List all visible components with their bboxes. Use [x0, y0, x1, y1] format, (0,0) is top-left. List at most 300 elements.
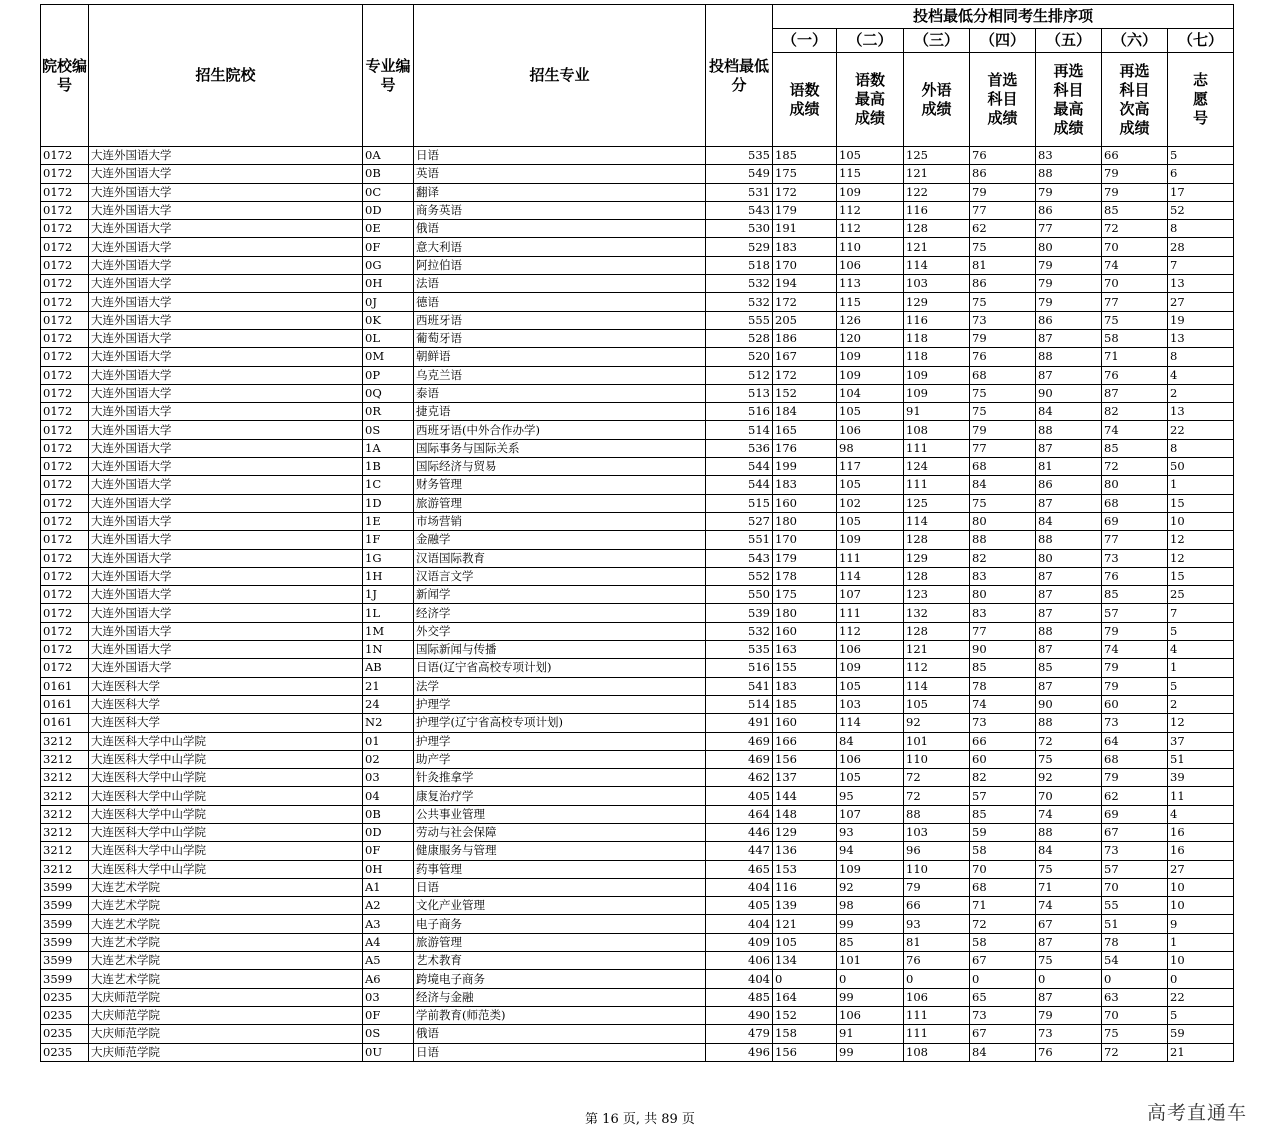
cell-chinese-math-score: 152: [773, 384, 837, 402]
cell-chinese-math-score: 121: [773, 915, 837, 933]
cell-min-score: 513: [706, 384, 773, 402]
cell-preference-number: 50: [1168, 458, 1234, 476]
cell-chinese-math-score: 180: [773, 512, 837, 530]
cell-major-name: 国际事务与国际关系: [414, 439, 706, 457]
cell-chinese-math-max: 107: [837, 805, 904, 823]
cell-foreign-language-score: 129: [904, 549, 970, 567]
header-tiebreak-item: 语数最高成绩: [837, 53, 904, 147]
table-row: [41, 421, 1234, 439]
cell-min-score: 404: [706, 970, 773, 988]
cell-major-name: 旅游管理: [414, 933, 706, 951]
cell-major-name: 西班牙语: [414, 311, 706, 329]
cell-chinese-math-max: 91: [837, 1025, 904, 1043]
cell-first-subject-score: 74: [970, 695, 1036, 713]
cell-reselect-second-score: 54: [1102, 952, 1168, 970]
cell-first-subject-score: 75: [970, 293, 1036, 311]
cell-preference-number: 16: [1168, 823, 1234, 841]
cell-first-subject-score: 78: [970, 677, 1036, 695]
cell-chinese-math-score: 167: [773, 348, 837, 366]
cell-foreign-language-score: 91: [904, 403, 970, 421]
cell-major-code: 1L: [363, 604, 414, 622]
cell-major-name: 文化产业管理: [414, 897, 706, 915]
cell-preference-number: 15: [1168, 494, 1234, 512]
cell-chinese-math-max: 117: [837, 458, 904, 476]
cell-major-name: 法学: [414, 677, 706, 695]
cell-major-code: 03: [363, 988, 414, 1006]
cell-major-name: 汉语言文学: [414, 567, 706, 585]
cell-first-subject-score: 81: [970, 256, 1036, 274]
cell-major-code: 0B: [363, 165, 414, 183]
cell-reselect-max-score: 83: [1036, 147, 1102, 165]
cell-major-code: 0F: [363, 238, 414, 256]
cell-reselect-second-score: 70: [1102, 878, 1168, 896]
cell-major-name: 经济与金融: [414, 988, 706, 1006]
cell-preference-number: 4: [1168, 641, 1234, 659]
cell-school-code: 3212: [41, 842, 89, 860]
cell-school-code: 0172: [41, 403, 89, 421]
cell-major-name: 护理学: [414, 695, 706, 713]
cell-min-score: 404: [706, 915, 773, 933]
table-row: [41, 147, 1234, 165]
cell-first-subject-score: 76: [970, 147, 1036, 165]
cell-school-name: 大连医科大学中山学院: [89, 787, 363, 805]
cell-major-code: 0Q: [363, 384, 414, 402]
table-row: [41, 1043, 1234, 1061]
cell-major-code: 1D: [363, 494, 414, 512]
cell-min-score: 544: [706, 476, 773, 494]
cell-first-subject-score: 75: [970, 403, 1036, 421]
cell-foreign-language-score: 108: [904, 1043, 970, 1061]
cell-major-code: 0B: [363, 805, 414, 823]
cell-reselect-max-score: 84: [1036, 403, 1102, 421]
cell-major-name: 德语: [414, 293, 706, 311]
cell-first-subject-score: 58: [970, 842, 1036, 860]
cell-reselect-second-score: 79: [1102, 659, 1168, 677]
cell-major-code: A4: [363, 933, 414, 951]
cell-foreign-language-score: 121: [904, 641, 970, 659]
cell-preference-number: 12: [1168, 531, 1234, 549]
cell-school-name: 大连外国语大学: [89, 201, 363, 219]
cell-school-name: 大连外国语大学: [89, 403, 363, 421]
cell-reselect-max-score: 87: [1036, 933, 1102, 951]
cell-school-name: 大连外国语大学: [89, 311, 363, 329]
cell-foreign-language-score: 122: [904, 183, 970, 201]
cell-first-subject-score: 77: [970, 622, 1036, 640]
cell-school-name: 大连外国语大学: [89, 439, 363, 457]
table-row: [41, 952, 1234, 970]
cell-foreign-language-score: 111: [904, 1025, 970, 1043]
cell-major-name: 国际新闻与传播: [414, 641, 706, 659]
header-major-code: 专业编号: [363, 5, 414, 147]
cell-preference-number: 15: [1168, 567, 1234, 585]
cell-min-score: 520: [706, 348, 773, 366]
table-row: [41, 915, 1234, 933]
cell-school-name: 大庆师范学院: [89, 1006, 363, 1024]
cell-school-name: 大连医科大学中山学院: [89, 750, 363, 768]
cell-major-name: 跨境电子商务: [414, 970, 706, 988]
cell-school-code: 3212: [41, 769, 89, 787]
cell-school-code: 0172: [41, 165, 89, 183]
cell-reselect-second-score: 58: [1102, 329, 1168, 347]
cell-min-score: 535: [706, 147, 773, 165]
cell-school-name: 大连艺术学院: [89, 933, 363, 951]
cell-reselect-second-score: 76: [1102, 366, 1168, 384]
cell-chinese-math-score: 0: [773, 970, 837, 988]
cell-first-subject-score: 73: [970, 311, 1036, 329]
cell-major-code: 0L: [363, 329, 414, 347]
cell-first-subject-score: 79: [970, 183, 1036, 201]
cell-first-subject-score: 67: [970, 1025, 1036, 1043]
table-row: [41, 933, 1234, 951]
cell-reselect-max-score: 92: [1036, 769, 1102, 787]
cell-chinese-math-score: 185: [773, 695, 837, 713]
cell-foreign-language-score: 111: [904, 1006, 970, 1024]
cell-major-name: 劳动与社会保障: [414, 823, 706, 841]
cell-major-code: 0U: [363, 1043, 414, 1061]
cell-chinese-math-max: 105: [837, 677, 904, 695]
cell-reselect-max-score: 70: [1036, 787, 1102, 805]
cell-first-subject-score: 60: [970, 750, 1036, 768]
cell-major-name: 艺术教育: [414, 952, 706, 970]
header-tiebreak-num: （三）: [904, 29, 970, 53]
cell-foreign-language-score: 114: [904, 677, 970, 695]
cell-reselect-max-score: 74: [1036, 897, 1102, 915]
cell-school-code: 3212: [41, 860, 89, 878]
header-tiebreak-num: （四）: [970, 29, 1036, 53]
cell-reselect-second-score: 66: [1102, 147, 1168, 165]
cell-school-code: 0172: [41, 147, 89, 165]
cell-major-name: 英语: [414, 165, 706, 183]
cell-chinese-math-score: 194: [773, 275, 837, 293]
cell-foreign-language-score: 123: [904, 586, 970, 604]
cell-major-name: 国际经济与贸易: [414, 458, 706, 476]
cell-min-score: 406: [706, 952, 773, 970]
cell-min-score: 532: [706, 293, 773, 311]
cell-major-code: 1C: [363, 476, 414, 494]
cell-reselect-max-score: 75: [1036, 860, 1102, 878]
cell-min-score: 531: [706, 183, 773, 201]
cell-major-name: 药事管理: [414, 860, 706, 878]
cell-chinese-math-score: 186: [773, 329, 837, 347]
cell-min-score: 543: [706, 201, 773, 219]
cell-chinese-math-max: 115: [837, 293, 904, 311]
cell-major-code: A1: [363, 878, 414, 896]
cell-foreign-language-score: 108: [904, 421, 970, 439]
cell-preference-number: 9: [1168, 915, 1234, 933]
cell-school-code: 3212: [41, 732, 89, 750]
cell-major-code: 01: [363, 732, 414, 750]
cell-chinese-math-score: 185: [773, 147, 837, 165]
cell-school-code: 0172: [41, 586, 89, 604]
cell-foreign-language-score: 128: [904, 220, 970, 238]
cell-reselect-second-score: 78: [1102, 933, 1168, 951]
cell-chinese-math-score: 172: [773, 183, 837, 201]
cell-reselect-second-score: 75: [1102, 1025, 1168, 1043]
cell-major-name: 针灸推拿学: [414, 769, 706, 787]
cell-chinese-math-score: 134: [773, 952, 837, 970]
cell-major-name: 市场营销: [414, 512, 706, 530]
cell-reselect-max-score: 88: [1036, 165, 1102, 183]
cell-school-code: 0172: [41, 458, 89, 476]
cell-major-code: 1M: [363, 622, 414, 640]
table-row: [41, 439, 1234, 457]
cell-reselect-max-score: 88: [1036, 531, 1102, 549]
cell-chinese-math-score: 137: [773, 769, 837, 787]
cell-reselect-second-score: 77: [1102, 293, 1168, 311]
cell-first-subject-score: 70: [970, 860, 1036, 878]
cell-school-code: 0172: [41, 604, 89, 622]
cell-chinese-math-max: 109: [837, 348, 904, 366]
cell-major-name: 护理学(辽宁省高校专项计划): [414, 714, 706, 732]
cell-foreign-language-score: 110: [904, 860, 970, 878]
cell-major-code: 1J: [363, 586, 414, 604]
cell-school-code: 0172: [41, 512, 89, 530]
cell-foreign-language-score: 110: [904, 750, 970, 768]
cell-preference-number: 7: [1168, 256, 1234, 274]
cell-foreign-language-score: 111: [904, 439, 970, 457]
cell-school-code: 0172: [41, 329, 89, 347]
cell-preference-number: 8: [1168, 220, 1234, 238]
table-row: [41, 366, 1234, 384]
cell-school-name: 大连外国语大学: [89, 183, 363, 201]
cell-major-name: 俄语: [414, 220, 706, 238]
cell-preference-number: 5: [1168, 1006, 1234, 1024]
cell-reselect-second-score: 55: [1102, 897, 1168, 915]
cell-school-name: 大连医科大学中山学院: [89, 732, 363, 750]
cell-reselect-second-score: 79: [1102, 769, 1168, 787]
cell-reselect-max-score: 90: [1036, 695, 1102, 713]
cell-chinese-math-score: 158: [773, 1025, 837, 1043]
cell-major-code: 0J: [363, 293, 414, 311]
cell-school-name: 大连医科大学: [89, 677, 363, 695]
cell-reselect-second-score: 80: [1102, 476, 1168, 494]
table-row: [41, 1006, 1234, 1024]
cell-school-name: 大连艺术学院: [89, 878, 363, 896]
cell-major-name: 财务管理: [414, 476, 706, 494]
cell-min-score: 549: [706, 165, 773, 183]
cell-chinese-math-score: 183: [773, 476, 837, 494]
cell-chinese-math-score: 170: [773, 531, 837, 549]
cell-reselect-second-score: 64: [1102, 732, 1168, 750]
header-tiebreak-group: 投档最低分相同考生排序项: [773, 5, 1234, 29]
table-row: [41, 604, 1234, 622]
cell-chinese-math-max: 106: [837, 750, 904, 768]
cell-chinese-math-max: 84: [837, 732, 904, 750]
cell-school-code: 3599: [41, 933, 89, 951]
cell-school-code: 3212: [41, 823, 89, 841]
cell-preference-number: 11: [1168, 787, 1234, 805]
cell-major-code: 24: [363, 695, 414, 713]
cell-first-subject-score: 84: [970, 476, 1036, 494]
cell-foreign-language-score: 88: [904, 805, 970, 823]
cell-major-name: 日语: [414, 878, 706, 896]
cell-reselect-max-score: 84: [1036, 512, 1102, 530]
cell-school-code: 0172: [41, 567, 89, 585]
cell-major-code: 0R: [363, 403, 414, 421]
cell-chinese-math-max: 99: [837, 988, 904, 1006]
cell-reselect-second-score: 85: [1102, 201, 1168, 219]
table-row: [41, 695, 1234, 713]
cell-chinese-math-max: 98: [837, 897, 904, 915]
cell-first-subject-score: 65: [970, 988, 1036, 1006]
cell-first-subject-score: 58: [970, 933, 1036, 951]
cell-school-name: 大连艺术学院: [89, 970, 363, 988]
cell-reselect-second-score: 79: [1102, 183, 1168, 201]
cell-reselect-max-score: 67: [1036, 915, 1102, 933]
cell-chinese-math-max: 126: [837, 311, 904, 329]
cell-first-subject-score: 66: [970, 732, 1036, 750]
cell-foreign-language-score: 101: [904, 732, 970, 750]
cell-preference-number: 8: [1168, 439, 1234, 457]
cell-major-code: 0P: [363, 366, 414, 384]
table-row: [41, 878, 1234, 896]
cell-preference-number: 2: [1168, 695, 1234, 713]
cell-foreign-language-score: 79: [904, 878, 970, 896]
cell-preference-number: 16: [1168, 842, 1234, 860]
table-row: [41, 1025, 1234, 1043]
cell-school-code: 0172: [41, 183, 89, 201]
cell-reselect-second-score: 68: [1102, 494, 1168, 512]
cell-chinese-math-score: 175: [773, 165, 837, 183]
cell-min-score: 536: [706, 439, 773, 457]
cell-foreign-language-score: 114: [904, 256, 970, 274]
cell-preference-number: 10: [1168, 897, 1234, 915]
table-row: [41, 384, 1234, 402]
cell-min-score: 514: [706, 421, 773, 439]
cell-major-name: 乌克兰语: [414, 366, 706, 384]
cell-school-name: 大连外国语大学: [89, 384, 363, 402]
cell-chinese-math-max: 112: [837, 220, 904, 238]
table-row: [41, 275, 1234, 293]
cell-preference-number: 21: [1168, 1043, 1234, 1061]
cell-school-code: 0172: [41, 220, 89, 238]
cell-min-score: 529: [706, 238, 773, 256]
cell-major-code: 21: [363, 677, 414, 695]
cell-school-name: 大连医科大学中山学院: [89, 842, 363, 860]
cell-chinese-math-max: 105: [837, 769, 904, 787]
cell-first-subject-score: 85: [970, 805, 1036, 823]
cell-preference-number: 13: [1168, 403, 1234, 421]
cell-preference-number: 8: [1168, 348, 1234, 366]
cell-chinese-math-max: 109: [837, 659, 904, 677]
header-school-code: 院校编号: [41, 5, 89, 147]
cell-school-code: 3599: [41, 952, 89, 970]
cell-preference-number: 13: [1168, 329, 1234, 347]
cell-min-score: 518: [706, 256, 773, 274]
cell-preference-number: 13: [1168, 275, 1234, 293]
header-tiebreak-item: 外语成绩: [904, 53, 970, 147]
cell-min-score: 469: [706, 750, 773, 768]
cell-school-code: 0161: [41, 714, 89, 732]
cell-school-name: 大连外国语大学: [89, 586, 363, 604]
header-tiebreak-num: （五）: [1036, 29, 1102, 53]
cell-major-code: 1G: [363, 549, 414, 567]
cell-reselect-max-score: 79: [1036, 293, 1102, 311]
cell-foreign-language-score: 114: [904, 512, 970, 530]
cell-chinese-math-score: 164: [773, 988, 837, 1006]
cell-chinese-math-score: 160: [773, 494, 837, 512]
cell-first-subject-score: 59: [970, 823, 1036, 841]
cell-chinese-math-score: 176: [773, 439, 837, 457]
table-row: [41, 769, 1234, 787]
cell-major-name: 俄语: [414, 1025, 706, 1043]
cell-reselect-max-score: 75: [1036, 952, 1102, 970]
cell-min-score: 512: [706, 366, 773, 384]
cell-reselect-max-score: 79: [1036, 1006, 1102, 1024]
cell-school-name: 大连外国语大学: [89, 256, 363, 274]
cell-reselect-second-score: 74: [1102, 641, 1168, 659]
cell-reselect-max-score: 87: [1036, 604, 1102, 622]
cell-chinese-math-max: 105: [837, 403, 904, 421]
cell-min-score: 516: [706, 659, 773, 677]
cell-chinese-math-score: 163: [773, 641, 837, 659]
cell-chinese-math-score: 160: [773, 714, 837, 732]
cell-chinese-math-max: 112: [837, 622, 904, 640]
table-row: [41, 256, 1234, 274]
cell-reselect-max-score: 87: [1036, 494, 1102, 512]
cell-reselect-max-score: 80: [1036, 238, 1102, 256]
cell-reselect-second-score: 71: [1102, 348, 1168, 366]
cell-school-code: 0172: [41, 366, 89, 384]
cell-reselect-max-score: 88: [1036, 421, 1102, 439]
cell-school-name: 大连外国语大学: [89, 567, 363, 585]
header-min-score: 投档最低分: [706, 5, 773, 147]
cell-chinese-math-score: 179: [773, 549, 837, 567]
header-school: 招生院校: [89, 5, 363, 147]
cell-chinese-math-score: 105: [773, 933, 837, 951]
cell-reselect-second-score: 62: [1102, 787, 1168, 805]
cell-foreign-language-score: 72: [904, 787, 970, 805]
cell-chinese-math-max: 109: [837, 366, 904, 384]
cell-preference-number: 12: [1168, 714, 1234, 732]
cell-chinese-math-max: 109: [837, 860, 904, 878]
cell-major-name: 外交学: [414, 622, 706, 640]
cell-school-code: 0172: [41, 421, 89, 439]
cell-major-code: A5: [363, 952, 414, 970]
cell-foreign-language-score: 106: [904, 988, 970, 1006]
header-tiebreak-item: 志愿号: [1168, 53, 1234, 147]
cell-school-code: 0172: [41, 439, 89, 457]
cell-major-name: 捷克语: [414, 403, 706, 421]
cell-school-name: 大连医科大学中山学院: [89, 805, 363, 823]
cell-foreign-language-score: 124: [904, 458, 970, 476]
cell-preference-number: 59: [1168, 1025, 1234, 1043]
cell-major-code: 0M: [363, 348, 414, 366]
cell-reselect-second-score: 69: [1102, 512, 1168, 530]
cell-school-name: 大连艺术学院: [89, 952, 363, 970]
cell-reselect-second-score: 57: [1102, 604, 1168, 622]
cell-school-name: 大连外国语大学: [89, 421, 363, 439]
cell-reselect-second-score: 60: [1102, 695, 1168, 713]
cell-chinese-math-score: 178: [773, 567, 837, 585]
header-tiebreak-item: 语数成绩: [773, 53, 837, 147]
cell-foreign-language-score: 121: [904, 238, 970, 256]
table-row: [41, 732, 1234, 750]
table-row: [41, 641, 1234, 659]
cell-reselect-second-score: 73: [1102, 549, 1168, 567]
cell-min-score: 404: [706, 878, 773, 896]
cell-min-score: 409: [706, 933, 773, 951]
cell-major-name: 意大利语: [414, 238, 706, 256]
cell-major-code: AB: [363, 659, 414, 677]
cell-reselect-second-score: 75: [1102, 311, 1168, 329]
cell-chinese-math-score: 199: [773, 458, 837, 476]
cell-first-subject-score: 68: [970, 366, 1036, 384]
cell-major-code: 0C: [363, 183, 414, 201]
cell-school-name: 大连外国语大学: [89, 165, 363, 183]
cell-school-code: 0172: [41, 348, 89, 366]
cell-foreign-language-score: 111: [904, 476, 970, 494]
